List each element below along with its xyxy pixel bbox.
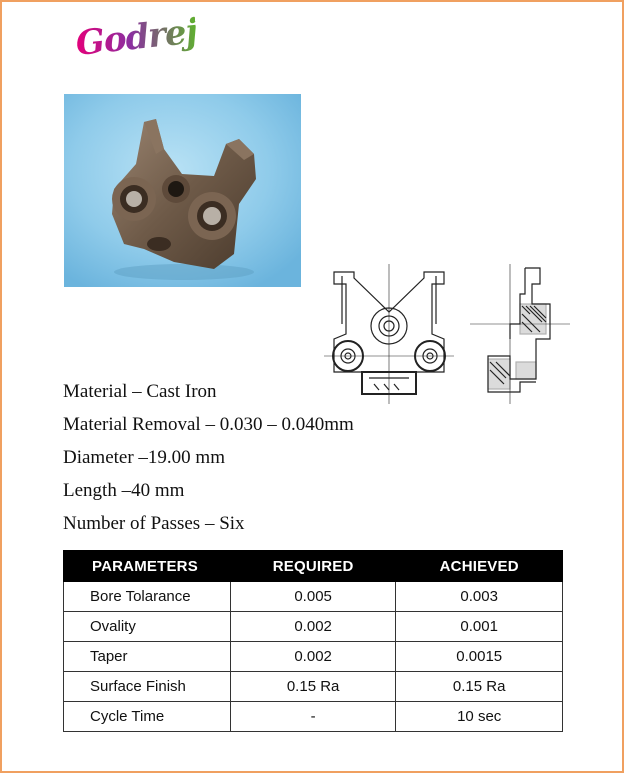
cell-achieved: 0.15 Ra [396, 672, 563, 702]
cell-achieved: 0.0015 [396, 642, 563, 672]
cell-parameter: Taper [64, 642, 231, 672]
component-photo [64, 94, 301, 287]
header-required: REQUIRED [230, 551, 396, 582]
cell-required: - [230, 702, 396, 732]
cell-achieved: 10 sec [396, 702, 563, 732]
cell-required: 0.005 [230, 582, 396, 612]
parameters-table [63, 550, 563, 732]
table-row [64, 672, 563, 702]
table-row [64, 612, 563, 642]
spec-material-removal: Material Removal – 0.030 – 0.040mm [63, 414, 354, 435]
spec-length: Length –40 mm [63, 480, 185, 501]
cell-parameter: Surface Finish [64, 672, 231, 702]
table-row [64, 702, 563, 732]
header-parameters: PARAMETERS [64, 551, 231, 582]
cell-required: 0.15 Ra [230, 672, 396, 702]
cell-parameter: Cycle Time [64, 702, 231, 732]
table-row [64, 642, 563, 672]
spec-passes: Number of Passes – Six [63, 513, 245, 534]
cell-achieved: 0.001 [396, 612, 563, 642]
spec-list [63, 375, 354, 540]
brand-logo: Godrej [73, 11, 199, 64]
spec-diameter: Diameter –19.00 mm [63, 447, 225, 468]
spec-material: Material – Cast Iron [63, 381, 217, 402]
table-row [64, 582, 563, 612]
header-achieved: ACHIEVED [396, 551, 563, 582]
cell-achieved: 0.003 [396, 582, 563, 612]
cell-parameter: Ovality [64, 612, 231, 642]
cell-required: 0.002 [230, 612, 396, 642]
cell-parameter: Bore Tolarance [64, 582, 231, 612]
table-header-row [64, 551, 563, 582]
side-view-drawing [470, 264, 570, 404]
cell-required: 0.002 [230, 642, 396, 672]
